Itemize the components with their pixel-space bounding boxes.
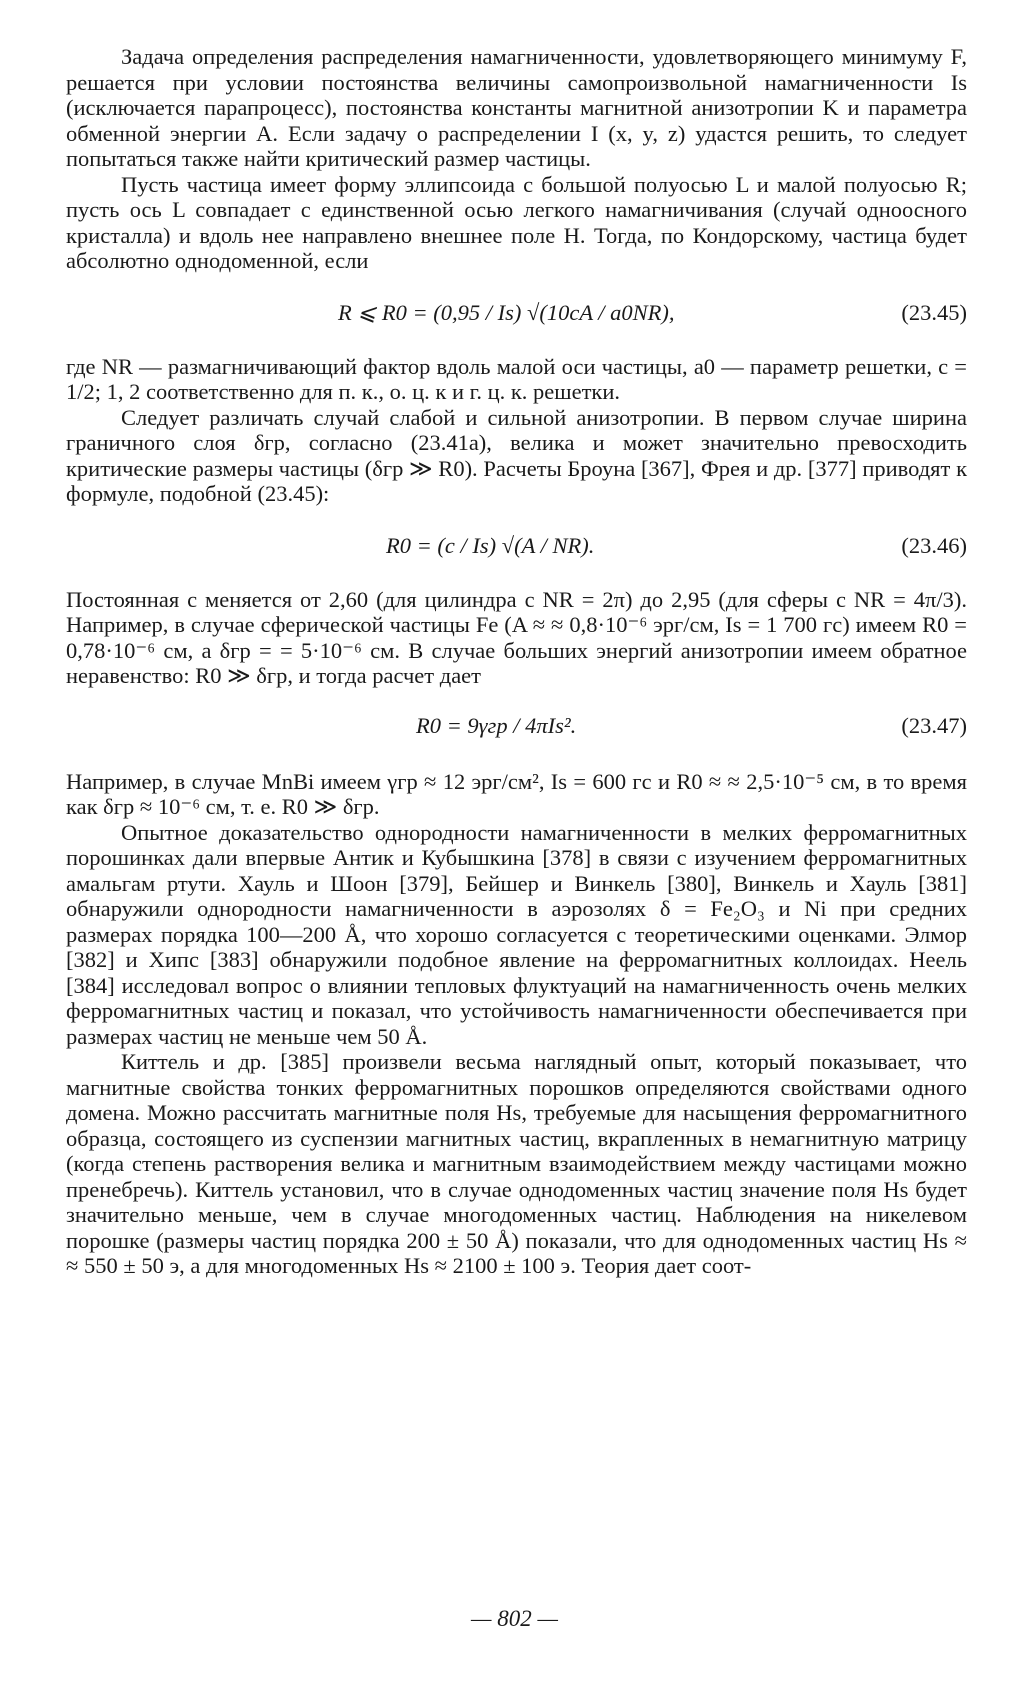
paragraph-1: Задача определения распределения намагниченности, удовлетворяющего минимуму F, решается при условии постоянства величины самопроизвольной намагниченности Is (исключается парапроцесс), постоянства константы магнитной анизотропии K и параметра обменной энергии A. Если задачу о распределении I (x, y, z) удастся решить, то следует попытаться также найти критический размер частицы. xyxy=(66,44,967,171)
formula-expression: R0 = 9γгр / 4πIs². xyxy=(416,712,577,738)
formula-expression: R ⩽ R0 = (0,95 / Is) √(10cA / a0NR), xyxy=(338,299,675,325)
formula-number: (23.47) xyxy=(901,712,967,738)
paragraph-5: Постоянная c меняется от 2,60 (для цилиндра с NR = 2π) до 2,95 (для сферы с NR = 4π/3). Например, в случае сферической частицы Fe (A ≈ ≈ 0,8·10⁻⁶ эрг/см, Is = 1 700 гс) имеем R0 = 0,78·10⁻⁶ см, а δгр = = 5·10⁻⁶ см. В случае больших энергий анизотропии имеем обратное неравенство: R0 ≫ δгр, и тогда расчет дает xyxy=(66,586,967,688)
paragraph-4: Следует различать случай слабой и сильной анизотропии. В первом случае ширина граничного слоя δгр, согласно (23.41а), велика и может значительно превосходить критические размеры частицы (δгр ≫ R0). Расчеты Броуна [367], Фрея и др. [377] приводят к формуле, подобной (23.45): xyxy=(66,404,967,506)
page-number: — 802 — xyxy=(471,1606,558,1631)
formula-number: (23.46) xyxy=(901,532,967,558)
formula-23-47 xyxy=(66,693,967,765)
formula-number: (23.45) xyxy=(901,299,967,325)
paragraph-7: Опытное доказательство однородности намагниченности в мелких ферромагнитных порошинках дали впервые Антик и Кубышкина [378] в связи с изучением ферромагнитных амальгам ртути. Хауль и Шоон [379], Бейшер и Винкель [380], Винкель и Хауль [381] обнаружили однородности намагниченности в аэрозолях δ = Fe₂O₃ и Ni при средних размерах порядка 100—200 Å, что хорошо согласуется с теоретическими оценками. Элмор [382] и Хипс [383] обнаружили подобное явление на ферромагнитных коллоидах. Неель [384] исследовал вопрос о влиянии тепловых флуктуаций на намагниченность очень мелких ферромагнитных частиц и показал, что устойчивость намагниченности обеспечивается при размерах частиц не меньше чем 50 Å. xyxy=(66,819,967,1049)
formula-23-45 xyxy=(66,278,967,350)
formula-23-46 xyxy=(66,511,967,583)
paragraph-6: Например, в случае MnBi имеем γгр ≈ 12 эрг/см², Is = 600 гс и R0 ≈ ≈ 2,5·10⁻⁵ см, в то время как δгр ≈ 10⁻⁶ см, т. е. R0 ≫ δгр. xyxy=(66,768,967,819)
paragraph-2: Пусть частица имеет форму эллипсоида с большой полуосью L и малой полуосью R; пусть ось L совпадает с единственной осью легкого намагничивания (случай одноосного кристалла) и вдоль нее направлено внешнее поле H. Тогда, по Кондорскому, частица будет абсолютно однодоменной, если xyxy=(66,171,967,273)
paragraph-3: где NR — размагничивающий фактор вдоль малой оси частицы, a0 — параметр решетки, c = 1/2; 1, 2 соответственно для п. к., о. ц. к и г. ц. к. решетки. xyxy=(66,353,967,404)
formula-expression: R0 = (c / Is) √(A / NR). xyxy=(386,532,595,558)
paragraph-8: Киттель и др. [385] произвели весьма наглядный опыт, который показывает, что магнитные свойства тонких ферромагнитных порошков определяются свойствами одного домена. Можно рассчитать магнитные поля Hs, требуемые для насыщения ферромагнитного образца, состоящего из суспензии магнитных частиц, вкрапленных в немагнитную матрицу (когда степень растворения велика и магнитным взаимодействием между частицами можно пренебречь). Киттель установил, что в случае однодоменных частиц значение поля Hs будет значительно меньше, чем в случае многодоменных частиц. Наблюдения на никелевом порошке (размеры частиц порядка 200 ± 50 Å) показали, что для однодоменных частиц Hs ≈ ≈ 550 ± 50 э, а для многодоменных Hs ≈ 2100 ± 100 э. Теория дает соот- xyxy=(66,1049,967,1278)
